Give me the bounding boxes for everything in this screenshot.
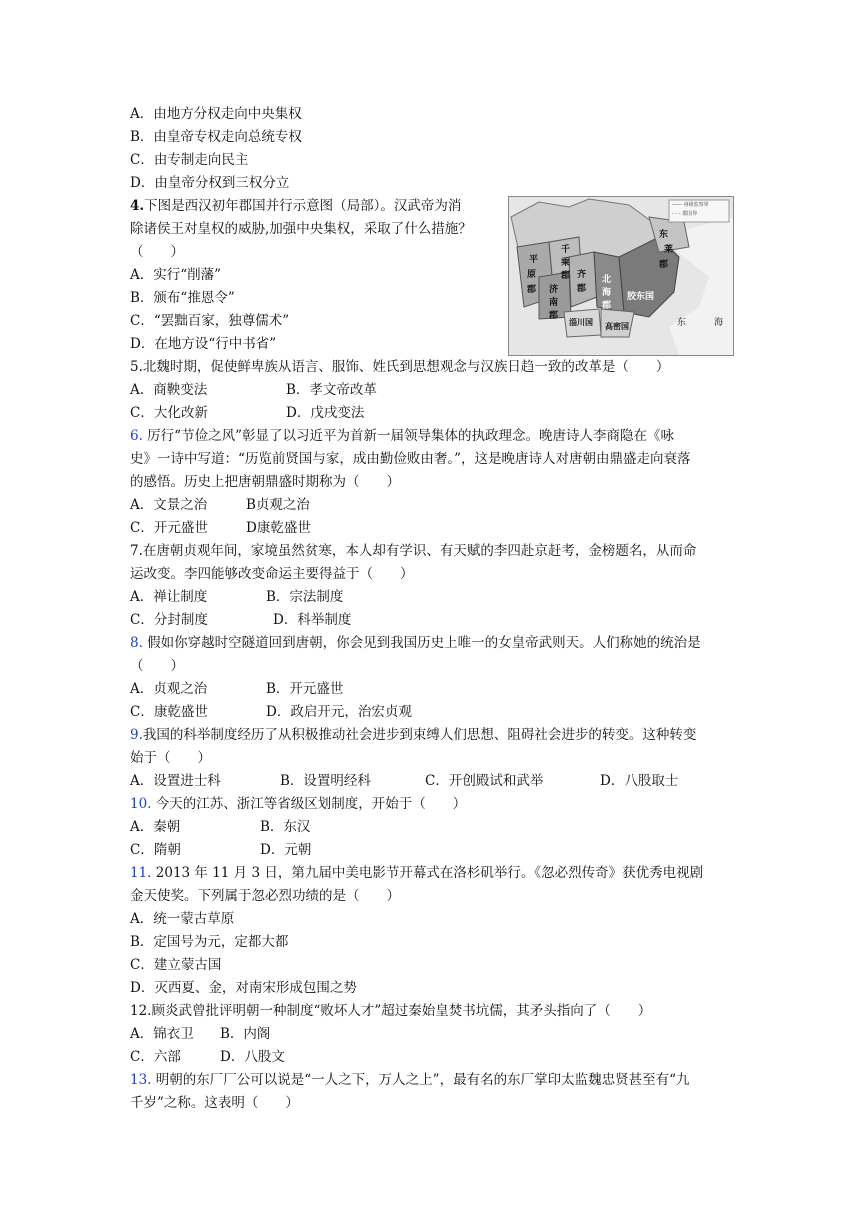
q5-option-b: B．孝文帝改革 <box>286 382 377 398</box>
q8-options-row2 <box>130 702 412 722</box>
q5-option-d: D．戊戌变法 <box>286 405 365 421</box>
q6-option-b: B贞观之治 <box>246 497 310 513</box>
q4-stem-line1 <box>130 196 461 216</box>
map-label-zichuan: 淄川国 <box>569 317 593 327</box>
q12-option-b: B．内阁 <box>220 1026 271 1042</box>
map-label-cheng: 乘 <box>561 258 571 268</box>
q3-option-a: A．由地方分权走向中央集权 <box>130 106 302 122</box>
map-label-jun1: 郡 <box>527 285 537 295</box>
map-label-qian: 千 <box>561 245 571 255</box>
map-label-nan: 南 <box>549 298 559 308</box>
q5-options-row2 <box>130 403 364 423</box>
q5-option-a: A．商鞅变法 <box>130 382 208 398</box>
q7-option-a: A．禅让制度 <box>130 589 208 605</box>
q9-stem-line2: 始于（ ） <box>130 750 211 766</box>
q10-option-a: A．秦朝 <box>130 819 181 835</box>
map-label-jun5: 郡 <box>602 301 612 311</box>
q12-stem: 12.顾炎武曾批评明朝一种制度“败坏人才”超过秦始皇焚书坑儒，其矛头指向了（ ） <box>130 1003 652 1019</box>
q11-option-b: B．定国号为元，定都大都 <box>130 934 289 950</box>
q10-options-row1 <box>130 817 310 837</box>
map-label-jun2: 郡 <box>561 271 571 281</box>
q8-option-b: B．开元盛世 <box>266 681 344 697</box>
q11-stem-text1: 2013 年 11 月 3 日，第九届中美电影节开幕式在洛杉矶举行。《忽必烈传奇》获优秀电视剧 <box>151 865 704 881</box>
q9-stem-text1: 我国的科举制度经历了从积极推动社会进步到束缚人们思想、阻碍社会进步的转变。这种转变 <box>142 727 697 743</box>
map-label-bei: 北 <box>602 275 612 285</box>
map-label-lai: 莱 <box>664 245 674 255</box>
q8-option-c: C．康乾盛世 <box>130 704 208 720</box>
q10-stem-text: 今天的江苏、浙江等省级区划制度，开始于（ ） <box>151 796 467 812</box>
q3-option-b: B．由皇帝专权走向总统专权 <box>130 129 302 145</box>
q7-stem-line1: 7.在唐朝贞观年间，家境虽然贫寒，本人却有学识、有天赋的李四赴京赶考，金榜题名，从而命 <box>130 543 697 559</box>
han-commandery-map <box>508 196 734 356</box>
q9-number: 9. <box>130 727 143 743</box>
q9-options-row <box>130 771 678 791</box>
q9-option-a: A．设置进士科 <box>130 773 221 789</box>
q6-options-row2 <box>130 518 311 538</box>
q7-options-row1 <box>130 587 343 607</box>
map-label-ping: 平 <box>529 255 539 265</box>
q13-number: 13. <box>130 1072 152 1088</box>
q13-stem-line2: 千岁”之称。这表明（ ） <box>130 1095 299 1111</box>
q8-number: 8. <box>130 635 143 651</box>
q10-options-row2 <box>130 840 311 860</box>
q4-stem-line2: 除诸侯王对皇权的威胁,加强中央集权，采取了什么措施？ <box>130 221 472 237</box>
q4-option-d: D．在地方设“行中书省” <box>130 336 277 352</box>
q5-stem: 5.北魏时期，促使鲜卑族从语言、服饰、姓氏到思想观念与汉族日趋一致的改革是（ ） <box>130 359 670 375</box>
q3-option-d: D．由皇帝分权到三权分立 <box>130 175 290 191</box>
q6-stem-text1: 厉行“节俭之风”彰显了以习近平为首新一届领导集体的执政理念。晚唐诗人李商隐在《咏 <box>142 428 674 444</box>
map-label-donghai2: 海 <box>714 318 724 328</box>
map-label-hai: 海 <box>602 288 612 298</box>
q8-option-a: A．贞观之治 <box>130 681 208 697</box>
map-legend-line1: —— 州级监察界 <box>672 202 709 208</box>
q4-option-c: C．“罢黜百家，独尊儒术” <box>130 313 290 329</box>
map-legend-line2: - - - 郡国界 <box>672 211 698 217</box>
q7-option-c: C．分封制度 <box>130 612 208 628</box>
q7-option-b: B．宗法制度 <box>266 589 344 605</box>
map-label-qi: 齐 <box>577 270 587 280</box>
q8-stem-line2: （ ） <box>130 658 184 674</box>
q7-stem-line2: 运改变。李四能够改变命运主要得益于（ ） <box>130 566 414 582</box>
q6-stem-line1 <box>130 426 674 446</box>
q7-options-row2 <box>130 610 351 630</box>
q6-options-row1 <box>130 495 310 515</box>
map-label-dong: 东 <box>659 230 669 240</box>
q11-option-a: A．统一蒙古草原 <box>130 911 235 927</box>
q11-stem-line2: 金天使奖。下列属于忽必烈功绩的是（ ） <box>130 888 400 904</box>
q4-option-a: A．实行“削藩” <box>130 267 222 283</box>
q13-stem-text1: 明朝的东厂厂公可以说是“一人之下，万人之上”，最有名的东厂掌印太监魏忠贤甚至有“九 <box>151 1072 690 1088</box>
map-label-jiaodong: 胶东国 <box>627 292 655 302</box>
q6-option-c: C．开元盛世 <box>130 520 208 536</box>
q6-stem-line2: 史》一诗中写道：“历览前贤国与家，成由勤俭败由奢。”，这是晚唐诗人对唐朝由鼎盛走向衰落 <box>130 451 691 467</box>
map-label-gaomi: 高密国 <box>605 321 629 331</box>
q10-option-d: D．元朝 <box>260 842 312 858</box>
map-label-ji: 济 <box>549 285 559 295</box>
map-label-yuan: 原 <box>527 270 537 280</box>
q10-stem <box>130 794 466 814</box>
q3-option-c: C．由专制走向民主 <box>130 152 249 168</box>
q11-option-d: D．灭西夏、金，对南宋形成包围之势 <box>130 980 357 996</box>
q4-option-b: B．颁布“推恩令” <box>130 290 235 306</box>
q8-option-d: D．政启开元，治宏贞观 <box>266 704 412 720</box>
q4-stem-text1: 下图是西汉初年郡国并行示意图（局部）。汉武帝为消 <box>144 198 462 214</box>
q9-option-b: B．设置明经科 <box>280 773 371 789</box>
q13-stem-line1 <box>130 1070 689 1090</box>
q8-stem-text1: 假如你穿越时空隧道回到唐朝，你会见到我国历史上唯一的女皇帝武则天。人们称她的统治是 <box>142 635 701 651</box>
q9-option-d: D．八股取士 <box>600 773 679 789</box>
q10-number: 10. <box>130 796 152 812</box>
q8-options-row1 <box>130 679 343 699</box>
map-label-jun3: 郡 <box>549 311 559 321</box>
q6-option-a: A．文景之治 <box>130 497 208 513</box>
q12-option-c: C．六部 <box>130 1049 181 1065</box>
q12-option-d: D．八股文 <box>220 1049 285 1065</box>
q5-option-c: C．大化改新 <box>130 405 208 421</box>
q4-answer-paren: （ ） <box>130 244 184 260</box>
q11-stem-line1 <box>130 863 703 883</box>
q10-option-c: C．隋朝 <box>130 842 181 858</box>
q10-option-b: B．东汉 <box>260 819 311 835</box>
map-label-jun4: 郡 <box>577 284 587 294</box>
q9-stem-line1 <box>130 725 696 745</box>
q7-option-d: D．科举制度 <box>273 612 352 628</box>
q11-number: 11. <box>130 865 152 881</box>
q9-option-c: C．开创殿试和武举 <box>425 773 544 789</box>
q5-options-row1 <box>130 380 377 400</box>
q11-option-c: C．建立蒙古国 <box>130 957 222 973</box>
map-label-donghai1: 东 <box>677 318 687 328</box>
q4-number: 4. <box>130 198 145 214</box>
q6-number: 6. <box>130 428 143 444</box>
q12-option-a: A．锦衣卫 <box>130 1026 194 1042</box>
map-label-jun6: 郡 <box>659 260 669 270</box>
q6-option-d: D康乾盛世 <box>246 520 311 536</box>
q12-options-row1 <box>130 1024 270 1044</box>
q8-stem-line1 <box>130 633 701 653</box>
q12-options-row2 <box>130 1047 285 1067</box>
q6-stem-line3: 的感悟。历史上把唐朝鼎盛时期称为（ ） <box>130 474 400 490</box>
